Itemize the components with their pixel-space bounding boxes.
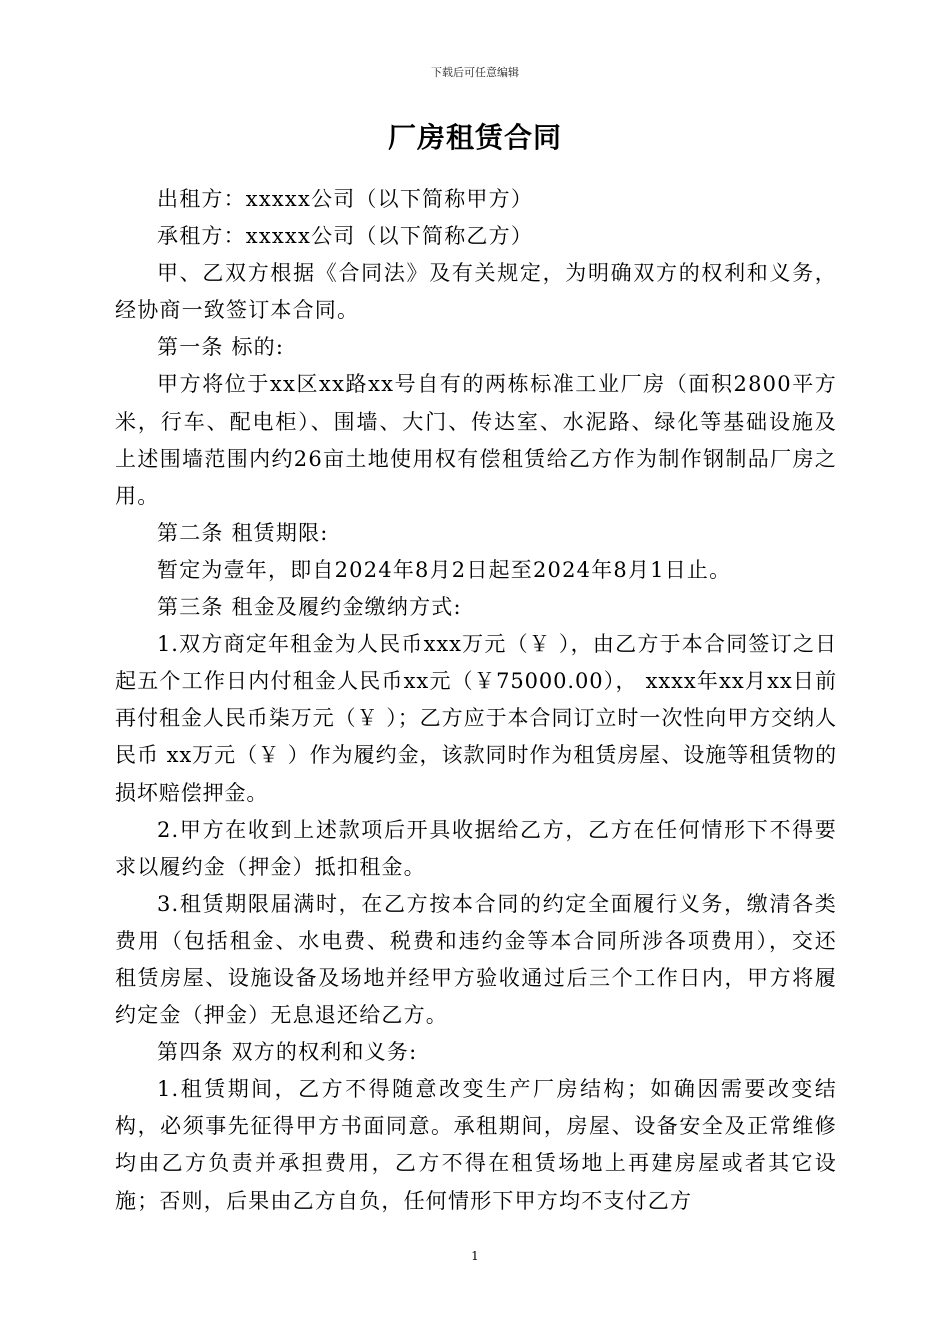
paragraph-lessor: 出租方：xxxxx公司（以下简称甲方） <box>157 187 534 211</box>
article-4-clause-1: 1.租赁期间，乙方不得随意改变生产厂房结构；如确因需要改变结构，必须事先征得甲方书面同意。承租期间，房屋、设备安全及正常维修均由乙方负责并承担费用，乙方不得在租赁场地上再建房屋或者其它设施；否则，后果由乙方自负，任何情形下甲方均不支付乙方 <box>115 1077 837 1213</box>
article-2-text: 暂定为壹年，即自2024年8月2日起至2024年8月1日止。 <box>157 557 732 582</box>
header-note: 下载后可任意编辑 <box>431 66 519 79</box>
article-2-heading: 第二条 租赁期限: <box>157 520 329 545</box>
article-1-text: 甲方将位于xx区xx路xx号自有的两栋标准工业厂房（面积2800平方米，行车、配电柜）、围墙、大门、传达室、水泥路、绿化等基础设施及上述围墙范围内约26亩土地使用权有偿租赁给乙方作为制作钢制品厂房之用。 <box>115 372 837 508</box>
article-3-heading: 第三条 租金及履约金缴纳方式: <box>157 595 462 620</box>
article-3-clause-2: 2.甲方在收到上述款项后开具收据给乙方，乙方在任何情形下不得要求以履约金（押金）抵扣租金。 <box>115 817 837 879</box>
contract-body <box>115 181 837 1220</box>
page-number: 1 <box>471 1249 479 1263</box>
article-3-clause-1: 1.双方商定年租金为人民币xxx万元（￥ ），由乙方于本合同签订之日起五个工作日内付租金人民币xx元（￥75000.00）， xxxx年xx月xx日前再付租金人民币柒万元（￥ ）；乙方应于本合同订立时一次性向甲方交纳人民币 xx万元（￥ ）作为履约金，该款同时作为租赁房屋、设施等租赁物的损坏赔偿押金。 <box>115 632 837 805</box>
document-title: 厂房租赁合同 <box>387 121 562 154</box>
article-3-clause-3: 3.租赁期限届满时，在乙方按本合同的约定全面履行义务，缴清各类费用（包括租金、水电费、税费和违约金等本合同所涉各项费用），交还租赁房屋、设施设备及场地并经甲方验收通过后三个工作日内，甲方将履约定金（押金）无息退还给乙方。 <box>115 891 837 1028</box>
paragraph-lessee: 承租方：xxxxx公司（以下简称乙方） <box>157 224 534 249</box>
paragraph-preamble: 甲、乙双方根据《合同法》及有关规定，为明确双方的权利和义务，经协商一致签订本合同。 <box>115 261 837 323</box>
article-4-heading: 第四条 双方的权利和义务: <box>157 1040 418 1065</box>
article-1-heading: 第一条 标的: <box>157 335 285 360</box>
